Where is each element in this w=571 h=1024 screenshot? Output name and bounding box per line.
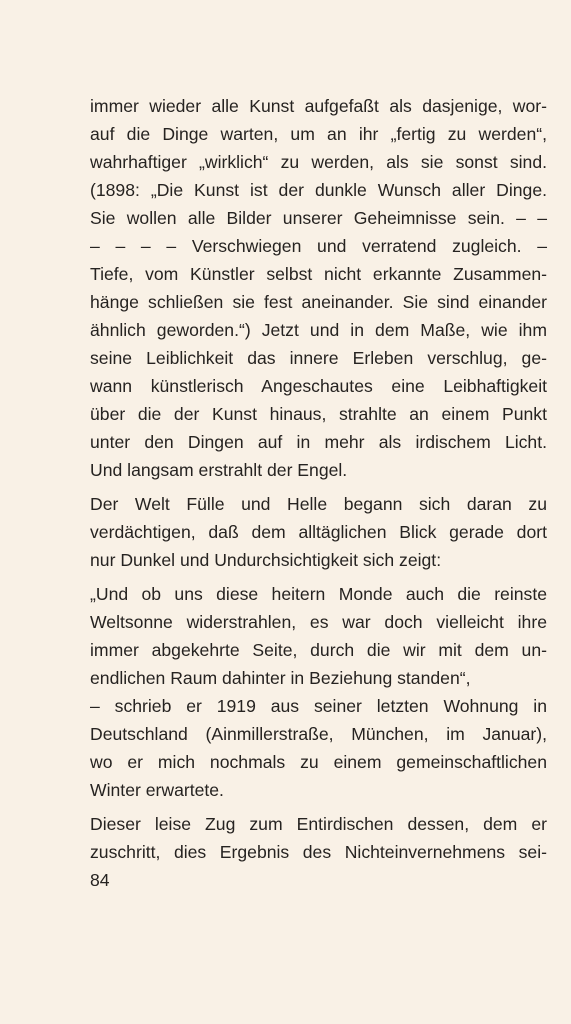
text-line: Der Welt Fülle und Helle begann sich daran zu bbox=[90, 494, 547, 514]
text-line: zuschritt, dies Ergebnis des Nichteinvernehmens sei- bbox=[90, 842, 547, 862]
text-line: nur Dunkel und Undurchsichtigkeit sich zeigt: bbox=[90, 550, 442, 570]
text-line: verdächtigen, daß dem alltäglichen Blick gerade dort bbox=[90, 522, 547, 542]
text-line: hänge schließen sie fest aneinander. Sie sind einander bbox=[90, 292, 547, 312]
body-text bbox=[90, 92, 547, 866]
text-line: auf die Dinge warten, um an ihr „fertig zu werden“, bbox=[90, 124, 547, 144]
text-line: endlichen Raum dahinter in Beziehung standen“, bbox=[90, 668, 471, 688]
text-line: Sie wollen alle Bilder unserer Geheimnisse sein. – – bbox=[90, 208, 547, 228]
text-line: Tiefe, vom Künstler selbst nicht erkannte Zusammen- bbox=[90, 264, 547, 284]
text-line: wann künstlerisch Angeschautes eine Leibhaftigkeit bbox=[90, 376, 547, 396]
text-line: Winter erwartete. bbox=[90, 780, 224, 800]
text-line: Dieser leise Zug zum Entirdischen dessen, dem er bbox=[90, 814, 547, 834]
text-line: seine Leiblichkeit das innere Erleben verschlug, ge- bbox=[90, 348, 547, 368]
text-line: Deutschland (Ainmillerstraße, München, im Januar), bbox=[90, 724, 547, 744]
text-line: Und langsam erstrahlt der Engel. bbox=[90, 460, 348, 480]
page-number: 84 bbox=[90, 870, 110, 890]
text-line: ähnlich geworden.“) Jetzt und in dem Maße, wie ihm bbox=[90, 320, 547, 340]
text-line: immer abgekehrte Seite, durch die wir mit dem un- bbox=[90, 640, 547, 660]
text-line: – – – – Verschwiegen und verratend zugleich. – bbox=[90, 236, 547, 256]
text-line: wahrhaftiger „wirklich“ zu werden, als sie sonst sind. bbox=[90, 152, 547, 172]
text-line: „Und ob uns diese heitern Monde auch die reinste bbox=[90, 584, 547, 604]
text-line: unter den Dingen auf in mehr als irdischem Licht. bbox=[90, 432, 547, 452]
text-line: über die der Kunst hinaus, strahlte an einem Punkt bbox=[90, 404, 547, 424]
text-line: wo er mich nochmals zu einem gemeinschaftlichen bbox=[90, 752, 547, 772]
text-line: immer wieder alle Kunst aufgefaßt als dasjenige, wor- bbox=[90, 96, 547, 116]
text-line: Weltsonne widerstrahlen, es war doch vielleicht ihre bbox=[90, 612, 547, 632]
text-line: (1898: „Die Kunst ist der dunkle Wunsch aller Dinge. bbox=[90, 180, 547, 200]
text-line: – schrieb er 1919 aus seiner letzten Wohnung in bbox=[90, 696, 547, 716]
